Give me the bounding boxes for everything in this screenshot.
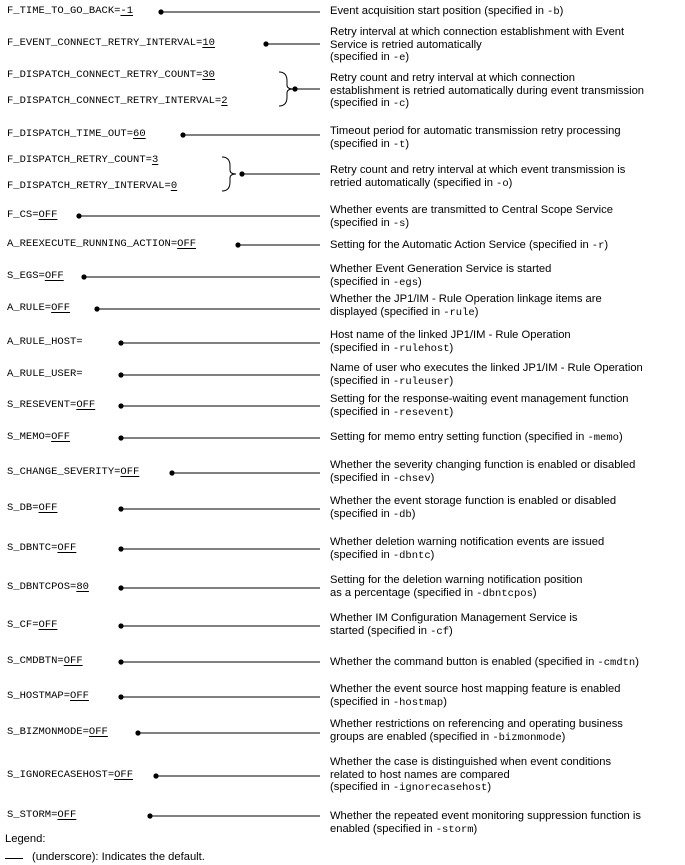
parameter-key: F_DISPATCH_RETRY_COUNT= bbox=[7, 154, 152, 166]
description-text: ) bbox=[449, 405, 454, 418]
description-line bbox=[330, 26, 682, 39]
connector-dot bbox=[135, 730, 140, 735]
option-flag: -ignorecasehost bbox=[392, 782, 488, 795]
description-line bbox=[330, 823, 682, 837]
description-line bbox=[330, 549, 682, 563]
parameter-setting bbox=[7, 399, 95, 411]
parameter-description bbox=[330, 810, 682, 836]
description-line bbox=[330, 431, 682, 445]
description-text: Name of user who executes the linked JP1/IM - Rule Operation bbox=[330, 362, 643, 374]
option-flag: -b bbox=[547, 6, 560, 18]
parameter-key: S_DBNTC= bbox=[7, 542, 58, 554]
description-text: Whether the event source host mapping feature is enabled bbox=[330, 683, 621, 695]
description-line bbox=[330, 731, 682, 745]
description-text: (specified in bbox=[330, 507, 393, 520]
description-line bbox=[330, 587, 682, 601]
description-line bbox=[330, 508, 682, 522]
description-text: ) bbox=[405, 51, 410, 64]
description-line bbox=[330, 393, 682, 406]
parameter-description bbox=[330, 756, 682, 795]
parameter-description bbox=[330, 718, 682, 744]
description-text: groups are enabled (specified in bbox=[330, 730, 493, 743]
description-text: Host name of the linked JP1/IM - Rule Operation bbox=[330, 329, 571, 341]
connector-dot bbox=[180, 132, 185, 137]
parameter-key: S_STORM= bbox=[7, 809, 58, 821]
description-text: Whether IM Configuration Management Service is bbox=[330, 612, 578, 624]
description-text: (specified in bbox=[330, 471, 393, 484]
parameter-description bbox=[330, 293, 682, 319]
parameter-description bbox=[330, 536, 682, 562]
parameter-description bbox=[330, 656, 682, 670]
default-value: -1 bbox=[120, 5, 134, 17]
description-text: (specified in bbox=[330, 374, 393, 387]
connector-dot bbox=[158, 9, 163, 14]
parameter-key: F_DISPATCH_CONNECT_RETRY_COUNT= bbox=[7, 69, 203, 81]
parameter-setting bbox=[7, 769, 133, 781]
description-text: ) bbox=[508, 176, 513, 189]
parameter-key: S_RESEVENT= bbox=[7, 399, 77, 411]
group-brace bbox=[279, 72, 293, 106]
description-line bbox=[330, 276, 682, 290]
description-line bbox=[330, 39, 682, 52]
description-line bbox=[330, 362, 682, 375]
parameter-setting bbox=[7, 809, 76, 821]
option-flag: -memo bbox=[587, 432, 619, 444]
description-text: Event acquisition start position (specified in bbox=[330, 5, 548, 17]
connector-dot bbox=[118, 623, 123, 628]
description-line bbox=[330, 810, 682, 823]
parameter-setting bbox=[7, 726, 108, 738]
parameter-description bbox=[330, 329, 682, 355]
parameter-description bbox=[330, 239, 682, 253]
connector-dot bbox=[118, 659, 123, 664]
description-text: Whether the JP1/IM - Rule Operation linkage items are bbox=[330, 293, 602, 305]
parameter-description bbox=[330, 612, 682, 638]
description-text: Whether deletion warning notification events are issued bbox=[330, 536, 605, 548]
description-text: ) bbox=[411, 507, 416, 520]
description-line bbox=[330, 495, 682, 508]
description-text: Whether events are transmitted to Central Scope Service bbox=[330, 204, 613, 216]
legend-underscore-sample bbox=[5, 858, 23, 859]
default-value: 60 bbox=[133, 128, 146, 140]
description-text: ) bbox=[635, 656, 639, 668]
description-text: Service is retried automatically bbox=[330, 38, 482, 51]
parameter-setting bbox=[7, 619, 57, 631]
default-value: OFF bbox=[57, 542, 77, 554]
connector-dot bbox=[118, 546, 123, 551]
parameter-key: F_DISPATCH_TIME_OUT= bbox=[7, 128, 134, 140]
parameter-setting bbox=[7, 581, 89, 593]
parameter-description bbox=[330, 164, 682, 190]
default-value: 30 bbox=[202, 69, 215, 81]
description-text: ) bbox=[618, 431, 623, 443]
parameter-setting bbox=[7, 69, 215, 81]
parameter-key: S_IGNORECASEHOST= bbox=[7, 769, 115, 781]
parameter-description bbox=[330, 495, 682, 521]
connector-dot bbox=[235, 242, 240, 247]
parameter-setting bbox=[7, 5, 133, 17]
default-value: 80 bbox=[76, 581, 89, 593]
default-value: OFF bbox=[38, 209, 58, 221]
parameter-setting bbox=[7, 209, 57, 221]
description-text: ) bbox=[449, 341, 454, 354]
description-line bbox=[330, 781, 682, 795]
parameter-description bbox=[330, 72, 682, 111]
description-text: Setting for the response-waiting event management function bbox=[330, 393, 629, 405]
default-value: OFF bbox=[51, 302, 71, 314]
parameter-setting bbox=[7, 302, 70, 314]
parameter-description bbox=[330, 204, 682, 230]
description-line bbox=[330, 97, 682, 111]
default-value: OFF bbox=[63, 655, 83, 667]
option-flag: -storm bbox=[435, 823, 474, 836]
parameter-key: A_RULE= bbox=[7, 302, 52, 314]
connector-dot bbox=[118, 585, 123, 590]
parameter-description bbox=[330, 125, 682, 151]
description-text: started (specified in bbox=[330, 624, 431, 637]
option-flag: -cmdtn bbox=[597, 657, 636, 669]
description-line bbox=[330, 5, 682, 19]
parameter-key: S_CHANGE_SEVERITY= bbox=[7, 466, 121, 478]
parameter-description bbox=[330, 683, 682, 709]
option-flag: -rulehost bbox=[392, 342, 450, 355]
description-text: (specified in bbox=[330, 97, 393, 110]
description-text: (specified in bbox=[330, 275, 393, 288]
description-line bbox=[330, 656, 682, 670]
option-flag: -db bbox=[392, 508, 412, 521]
description-text: (specified in bbox=[330, 137, 393, 150]
parameter-setting bbox=[7, 542, 76, 554]
connector-dot bbox=[118, 694, 123, 699]
description-line bbox=[330, 217, 682, 231]
description-text: Setting for the deletion warning notification position bbox=[330, 574, 583, 586]
parameter-setting bbox=[7, 336, 83, 348]
description-text: ) bbox=[405, 97, 410, 110]
description-text: ) bbox=[487, 781, 492, 794]
description-line bbox=[330, 625, 682, 639]
description-line bbox=[330, 756, 682, 769]
description-text: (specified in bbox=[330, 781, 393, 794]
description-line bbox=[330, 683, 682, 696]
description-line bbox=[330, 342, 682, 356]
parameter-key: S_CMDBTN= bbox=[7, 655, 64, 667]
description-line bbox=[330, 204, 682, 217]
description-line bbox=[330, 406, 682, 420]
default-value: OFF bbox=[88, 726, 108, 738]
parameter-setting bbox=[7, 690, 89, 702]
connector-dot bbox=[118, 403, 123, 408]
parameter-key: F_CS= bbox=[7, 209, 39, 221]
default-value: OFF bbox=[76, 399, 96, 411]
description-text: (specified in bbox=[330, 695, 393, 708]
description-text: Whether restrictions on referencing and operating business bbox=[330, 718, 623, 730]
description-text: Whether the severity changing function is enabled or disabled bbox=[330, 459, 636, 471]
description-text: Whether the case is distinguished when event conditions bbox=[330, 756, 612, 768]
connector-dot bbox=[263, 41, 268, 46]
connector-dot bbox=[118, 435, 123, 440]
parameter-key: F_EVENT_CONNECT_RETRY_INTERVAL= bbox=[7, 37, 203, 49]
description-text: ) bbox=[405, 216, 410, 229]
description-text: Whether the repeated event monitoring suppression function is bbox=[330, 810, 641, 822]
connector-dot bbox=[118, 506, 123, 511]
description-line bbox=[330, 306, 682, 320]
description-text: (specified in bbox=[330, 51, 393, 64]
option-flag: -t bbox=[392, 138, 406, 151]
default-value: OFF bbox=[44, 270, 64, 282]
parameter-key: A_RULE_USER= bbox=[7, 368, 83, 380]
description-text: Retry count and retry interval at which connection bbox=[330, 72, 576, 84]
description-line bbox=[330, 239, 682, 253]
parameter-key: S_MEMO= bbox=[7, 431, 52, 443]
parameter-key: S_HOSTMAP= bbox=[7, 690, 71, 702]
option-flag: -dbntc bbox=[392, 549, 431, 562]
description-text: Timeout period for automatic transmission retry processing bbox=[330, 125, 621, 137]
connector-dot bbox=[169, 470, 174, 475]
connector-dot bbox=[81, 274, 86, 279]
option-flag: -resevent bbox=[392, 406, 450, 419]
description-line bbox=[330, 329, 682, 342]
description-text: as a percentage (specified in bbox=[330, 586, 477, 599]
parameter-setting bbox=[7, 502, 57, 514]
parameter-setting bbox=[7, 368, 83, 380]
parameter-setting bbox=[7, 466, 139, 478]
description-line bbox=[330, 696, 682, 710]
connector-dot bbox=[292, 86, 297, 91]
description-line bbox=[330, 125, 682, 138]
default-value: OFF bbox=[51, 431, 71, 443]
option-flag: -hostmap bbox=[392, 696, 444, 709]
option-flag: -s bbox=[392, 217, 406, 230]
default-value: OFF bbox=[120, 466, 140, 478]
description-text: establishment is retried automatically during event transmission bbox=[330, 84, 645, 97]
option-flag: -r bbox=[591, 240, 605, 252]
option-flag: -chsev bbox=[392, 472, 431, 485]
default-value: OFF bbox=[114, 769, 134, 781]
description-line bbox=[330, 177, 682, 191]
description-text: enabled (specified in bbox=[330, 822, 436, 835]
description-line bbox=[330, 138, 682, 152]
description-text: Setting for the Automatic Action Service (specified in bbox=[330, 239, 592, 251]
parameter-description bbox=[330, 263, 682, 289]
description-line bbox=[330, 472, 682, 486]
parameter-setting bbox=[7, 655, 83, 667]
description-text: ) bbox=[430, 548, 435, 561]
parameter-key: F_TIME_TO_GO_BACK= bbox=[7, 5, 121, 17]
legend-text: (underscore): Indicates the default. bbox=[32, 851, 205, 863]
description-text: (specified in bbox=[330, 405, 393, 418]
description-text: Retry count and retry interval at which event transmission is bbox=[330, 164, 626, 176]
description-text: ) bbox=[405, 137, 410, 150]
default-value: OFF bbox=[177, 238, 197, 250]
description-text: Whether the command button is enabled (specified in bbox=[330, 656, 598, 668]
description-line bbox=[330, 612, 682, 625]
description-text: ) bbox=[449, 374, 454, 387]
parameter-description bbox=[330, 574, 682, 600]
parameter-key: S_CF= bbox=[7, 619, 39, 631]
parameter-description bbox=[330, 459, 682, 485]
description-text: (specified in bbox=[330, 548, 393, 561]
default-value: OFF bbox=[57, 809, 77, 821]
description-text: ) bbox=[604, 239, 609, 251]
connector-dot bbox=[239, 171, 244, 176]
connector-dot bbox=[118, 372, 123, 377]
description-text: Setting for memo entry setting function (specified in bbox=[330, 431, 588, 443]
parameter-key: A_REEXECUTE_RUNNING_ACTION= bbox=[7, 238, 178, 250]
parameter-setting bbox=[7, 270, 64, 282]
connector-dot bbox=[94, 306, 99, 311]
description-line bbox=[330, 459, 682, 472]
description-text: ) bbox=[443, 695, 447, 708]
option-flag: -dbntcpos bbox=[476, 587, 533, 600]
description-text: ) bbox=[430, 471, 435, 484]
description-line bbox=[330, 164, 682, 177]
parameter-key: S_EGS= bbox=[7, 270, 45, 282]
parameter-key: A_RULE_HOST= bbox=[7, 336, 83, 348]
connector-dot bbox=[76, 213, 81, 218]
description-line bbox=[330, 263, 682, 276]
default-value: 10 bbox=[202, 37, 215, 49]
legend-title: Legend: bbox=[5, 833, 46, 845]
description-line bbox=[330, 574, 682, 587]
connector-dot bbox=[153, 773, 158, 778]
option-flag: -rule bbox=[443, 306, 475, 319]
parameter-key: S_BIZMONMODE= bbox=[7, 726, 89, 738]
parameter-setting bbox=[7, 431, 70, 443]
option-flag: -e bbox=[392, 52, 406, 65]
option-flag: -c bbox=[392, 98, 406, 111]
description-text: (specified in bbox=[330, 341, 393, 354]
parameter-setting bbox=[7, 95, 228, 107]
description-text: Whether Event Generation Service is started bbox=[330, 263, 552, 275]
description-line bbox=[330, 51, 682, 65]
parameter-key: F_DISPATCH_CONNECT_RETRY_INTERVAL= bbox=[7, 95, 222, 107]
option-flag: -o bbox=[496, 177, 509, 190]
parameter-setting bbox=[7, 180, 177, 192]
description-text: Retry interval at which connection establishment with Event bbox=[330, 26, 625, 38]
option-flag: -bizmonmode bbox=[492, 731, 562, 744]
description-text: ) bbox=[418, 275, 422, 288]
description-text: ) bbox=[559, 5, 564, 17]
description-line bbox=[330, 536, 682, 549]
description-text: displayed (specified in bbox=[330, 305, 444, 318]
parameter-description bbox=[330, 362, 682, 388]
description-line bbox=[330, 72, 682, 85]
description-line bbox=[330, 769, 682, 782]
default-value: 2 bbox=[221, 95, 228, 107]
parameter-setting bbox=[7, 154, 158, 166]
default-value: 3 bbox=[151, 154, 159, 166]
option-flag: -ruleuser bbox=[392, 375, 450, 388]
description-line bbox=[330, 85, 682, 98]
parameter-description bbox=[330, 26, 682, 65]
description-text: related to host names are compared bbox=[330, 768, 510, 781]
description-text: ) bbox=[449, 624, 453, 637]
description-text: ) bbox=[473, 822, 478, 835]
description-text: (specified in bbox=[330, 216, 393, 229]
parameter-key: S_DB= bbox=[7, 502, 39, 514]
description-line bbox=[330, 718, 682, 731]
parameter-key: S_DBNTCPOS= bbox=[7, 581, 77, 593]
option-flag: -egs bbox=[392, 276, 419, 289]
parameter-setting bbox=[7, 128, 146, 140]
parameter-key: F_DISPATCH_RETRY_INTERVAL= bbox=[7, 180, 171, 192]
parameter-description bbox=[330, 431, 682, 445]
group-brace bbox=[222, 157, 236, 191]
description-line bbox=[330, 375, 682, 389]
parameter-description bbox=[330, 5, 682, 19]
description-text: Whether the event storage function is enabled or disabled bbox=[330, 495, 617, 507]
default-value: OFF bbox=[38, 502, 58, 514]
description-text: ) bbox=[561, 730, 566, 743]
parameter-description bbox=[330, 393, 682, 419]
description-text: ) bbox=[474, 305, 479, 318]
parameter-setting bbox=[7, 37, 215, 49]
option-flag: -cf bbox=[430, 625, 450, 638]
description-line bbox=[330, 293, 682, 306]
description-text: ) bbox=[532, 586, 537, 599]
default-value: OFF bbox=[70, 690, 89, 702]
connector-dot bbox=[118, 340, 123, 345]
connector-dot bbox=[147, 813, 152, 818]
default-value: OFF bbox=[38, 619, 58, 631]
default-value: 0 bbox=[170, 180, 178, 192]
parameter-setting bbox=[7, 238, 196, 250]
description-text: retried automatically (specified in bbox=[330, 176, 497, 189]
